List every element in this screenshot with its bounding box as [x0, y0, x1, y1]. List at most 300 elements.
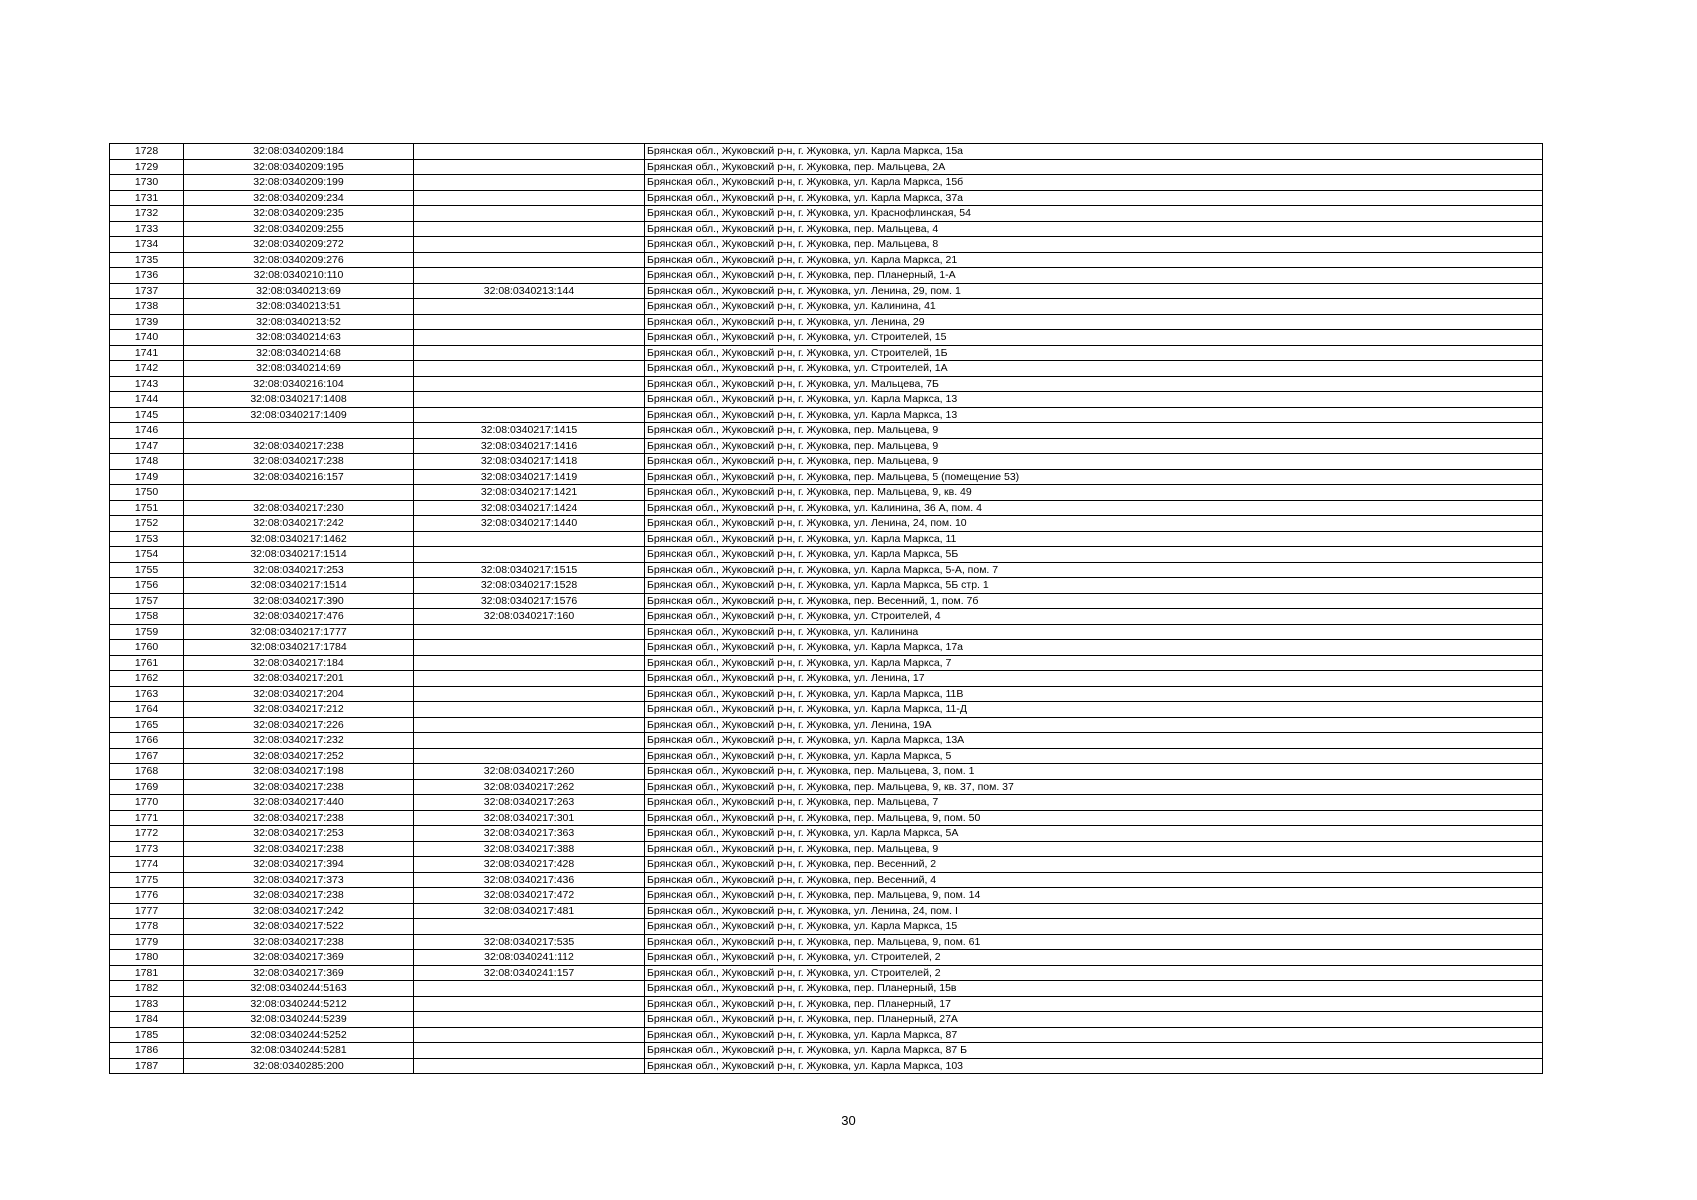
row-number-cell: 1777 [110, 903, 184, 919]
address-cell: Брянская обл., Жуковский р-н, г. Жуковка, ул. Карла Маркса, 7 [645, 655, 1543, 671]
table-row [110, 950, 1543, 966]
object-cadastral-number-cell [414, 717, 645, 733]
cadastral-number-cell: 32:08:0340244:5239 [184, 1012, 414, 1028]
address-cell: Брянская обл., Жуковский р-н, г. Жуковка, ул. Ленина, 17 [645, 671, 1543, 687]
address-cell: Брянская обл., Жуковский р-н, г. Жуковка, ул. Карла Маркса, 15а [645, 144, 1543, 160]
row-number-cell: 1757 [110, 593, 184, 609]
address-cell: Брянская обл., Жуковский р-н, г. Жуковка, пер. Мальцева, 2А [645, 159, 1543, 175]
row-number-cell: 1750 [110, 485, 184, 501]
row-number-cell: 1728 [110, 144, 184, 160]
row-number-cell: 1733 [110, 221, 184, 237]
cadastral-number-cell: 32:08:0340213:69 [184, 283, 414, 299]
row-number-cell: 1738 [110, 299, 184, 315]
address-cell: Брянская обл., Жуковский р-н, г. Жуковка, пер. Мальцева, 9 [645, 454, 1543, 470]
cadastral-number-cell: 32:08:0340217:253 [184, 562, 414, 578]
row-number-cell: 1732 [110, 206, 184, 222]
table-row [110, 562, 1543, 578]
address-cell: Брянская обл., Жуковский р-н, г. Жуковка, ул. Карла Маркса, 103 [645, 1058, 1543, 1074]
object-cadastral-number-cell [414, 345, 645, 361]
object-cadastral-number-cell [414, 190, 645, 206]
table-row [110, 237, 1543, 253]
row-number-cell: 1737 [110, 283, 184, 299]
cadastral-number-cell: 32:08:0340285:200 [184, 1058, 414, 1074]
row-number-cell: 1776 [110, 888, 184, 904]
cadastral-number-cell: 32:08:0340213:51 [184, 299, 414, 315]
object-cadastral-number-cell [414, 268, 645, 284]
address-cell: Брянская обл., Жуковский р-н, г. Жуковка, ул. Карла Маркса, 5Б [645, 547, 1543, 563]
address-cell: Брянская обл., Жуковский р-н, г. Жуковка, ул. Ленина, 29, пом. 1 [645, 283, 1543, 299]
table-row [110, 609, 1543, 625]
table-row [110, 640, 1543, 656]
row-number-cell: 1761 [110, 655, 184, 671]
address-cell: Брянская обл., Жуковский р-н, г. Жуковка, ул. Ленина, 24, пом. I [645, 903, 1543, 919]
object-cadastral-number-cell [414, 407, 645, 423]
cadastral-number-cell: 32:08:0340217:238 [184, 454, 414, 470]
table-row [110, 500, 1543, 516]
cadastral-number-cell: 32:08:0340217:1409 [184, 407, 414, 423]
address-cell: Брянская обл., Жуковский р-н, г. Жуковка, ул. Строителей, 1Б [645, 345, 1543, 361]
cadastral-number-cell: 32:08:0340217:1408 [184, 392, 414, 408]
row-number-cell: 1785 [110, 1027, 184, 1043]
cadastral-number-cell: 32:08:0340214:63 [184, 330, 414, 346]
cadastral-number-cell: 32:08:0340217:1777 [184, 624, 414, 640]
address-cell: Брянская обл., Жуковский р-н, г. Жуковка, пер. Планерный, 17 [645, 996, 1543, 1012]
cadastral-number-cell: 32:08:0340244:5212 [184, 996, 414, 1012]
table-row [110, 857, 1543, 873]
address-cell: Брянская обл., Жуковский р-н, г. Жуковка, ул. Карла Маркса, 13 [645, 407, 1543, 423]
cadastral-number-cell: 32:08:0340217:369 [184, 965, 414, 981]
table-row [110, 345, 1543, 361]
cadastral-number-cell: 32:08:0340214:68 [184, 345, 414, 361]
address-cell: Брянская обл., Жуковский р-н, г. Жуковка, ул. Карла Маркса, 11В [645, 686, 1543, 702]
object-cadastral-number-cell: 32:08:0340217:1528 [414, 578, 645, 594]
object-cadastral-number-cell [414, 655, 645, 671]
object-cadastral-number-cell: 32:08:0340217:1416 [414, 438, 645, 454]
object-cadastral-number-cell [414, 221, 645, 237]
table-row [110, 764, 1543, 780]
address-cell: Брянская обл., Жуковский р-н, г. Жуковка, ул. Строителей, 4 [645, 609, 1543, 625]
object-cadastral-number-cell [414, 1012, 645, 1028]
object-cadastral-number-cell [414, 996, 645, 1012]
table-row [110, 1043, 1543, 1059]
table-row [110, 283, 1543, 299]
address-cell: Брянская обл., Жуковский р-н, г. Жуковка, пер. Мальцева, 9, пом. 14 [645, 888, 1543, 904]
table-row [110, 252, 1543, 268]
cadastral-number-cell: 32:08:0340209:199 [184, 175, 414, 191]
address-cell: Брянская обл., Жуковский р-н, г. Жуковка, пер. Мальцева, 8 [645, 237, 1543, 253]
table-row [110, 221, 1543, 237]
cadastral-number-cell: 32:08:0340217:238 [184, 810, 414, 826]
row-number-cell: 1787 [110, 1058, 184, 1074]
table-row [110, 361, 1543, 377]
cadastral-number-cell: 32:08:0340217:394 [184, 857, 414, 873]
row-number-cell: 1775 [110, 872, 184, 888]
table-row [110, 469, 1543, 485]
table-row [110, 407, 1543, 423]
address-cell: Брянская обл., Жуковский р-н, г. Жуковка, ул. Ленина, 19А [645, 717, 1543, 733]
table-row [110, 1012, 1543, 1028]
page-number: 30 [841, 1113, 856, 1128]
cadastral-number-cell: 32:08:0340217:212 [184, 702, 414, 718]
object-cadastral-number-cell [414, 252, 645, 268]
object-cadastral-number-cell: 32:08:0340217:436 [414, 872, 645, 888]
row-number-cell: 1762 [110, 671, 184, 687]
address-cell: Брянская обл., Жуковский р-н, г. Жуковка, пер. Мальцева, 9 [645, 438, 1543, 454]
row-number-cell: 1784 [110, 1012, 184, 1028]
object-cadastral-number-cell: 32:08:0340217:260 [414, 764, 645, 780]
object-cadastral-number-cell [414, 159, 645, 175]
address-cell: Брянская обл., Жуковский р-н, г. Жуковка, ул. Карла Маркса, 21 [645, 252, 1543, 268]
row-number-cell: 1786 [110, 1043, 184, 1059]
cadastral-number-cell: 32:08:0340217:252 [184, 748, 414, 764]
cadastral-number-cell: 32:08:0340210:110 [184, 268, 414, 284]
address-cell: Брянская обл., Жуковский р-н, г. Жуковка, ул. Калинина, 41 [645, 299, 1543, 315]
cadastral-number-cell: 32:08:0340217:253 [184, 826, 414, 842]
table-row [110, 981, 1543, 997]
object-cadastral-number-cell [414, 702, 645, 718]
row-number-cell: 1746 [110, 423, 184, 439]
table-row [110, 376, 1543, 392]
object-cadastral-number-cell [414, 237, 645, 253]
row-number-cell: 1731 [110, 190, 184, 206]
object-cadastral-number-cell [414, 144, 645, 160]
object-cadastral-number-cell [414, 206, 645, 222]
cadastral-number-cell: 32:08:0340209:195 [184, 159, 414, 175]
table-row [110, 485, 1543, 501]
row-number-cell: 1771 [110, 810, 184, 826]
row-number-cell: 1783 [110, 996, 184, 1012]
object-cadastral-number-cell [414, 748, 645, 764]
address-cell: Брянская обл., Жуковский р-н, г. Жуковка, ул. Строителей, 1А [645, 361, 1543, 377]
address-cell: Брянская обл., Жуковский р-н, г. Жуковка, пер. Мальцева, 3, пом. 1 [645, 764, 1543, 780]
address-cell: Брянская обл., Жуковский р-н, г. Жуковка, ул. Карла Маркса, 13А [645, 733, 1543, 749]
object-cadastral-number-cell: 32:08:0340217:1576 [414, 593, 645, 609]
cadastral-number-cell: 32:08:0340217:204 [184, 686, 414, 702]
cadastral-number-cell: 32:08:0340213:52 [184, 314, 414, 330]
table-row [110, 888, 1543, 904]
address-cell: Брянская обл., Жуковский р-н, г. Жуковка, ул. Карла Маркса, 15б [645, 175, 1543, 191]
row-number-cell: 1774 [110, 857, 184, 873]
object-cadastral-number-cell [414, 919, 645, 935]
table-row [110, 144, 1543, 160]
object-cadastral-number-cell: 32:08:0340217:301 [414, 810, 645, 826]
table-row [110, 330, 1543, 346]
row-number-cell: 1779 [110, 934, 184, 950]
cadastral-number-cell: 32:08:0340209:235 [184, 206, 414, 222]
object-cadastral-number-cell [414, 547, 645, 563]
address-cell: Брянская обл., Жуковский р-н, г. Жуковка, ул. Ленина, 29 [645, 314, 1543, 330]
address-cell: Брянская обл., Жуковский р-н, г. Жуковка, ул. Карла Маркса, 17а [645, 640, 1543, 656]
address-cell: Брянская обл., Жуковский р-н, г. Жуковка, ул. Строителей, 2 [645, 965, 1543, 981]
cadastral-number-cell: 32:08:0340217:184 [184, 655, 414, 671]
table-row [110, 268, 1543, 284]
object-cadastral-number-cell: 32:08:0340213:144 [414, 283, 645, 299]
object-cadastral-number-cell: 32:08:0340217:1515 [414, 562, 645, 578]
cadastral-number-cell: 32:08:0340217:238 [184, 934, 414, 950]
object-cadastral-number-cell: 32:08:0340217:428 [414, 857, 645, 873]
object-cadastral-number-cell: 32:08:0340217:388 [414, 841, 645, 857]
table-row [110, 934, 1543, 950]
table-row [110, 190, 1543, 206]
row-number-cell: 1736 [110, 268, 184, 284]
row-number-cell: 1781 [110, 965, 184, 981]
cadastral-number-cell: 32:08:0340244:5252 [184, 1027, 414, 1043]
row-number-cell: 1753 [110, 531, 184, 547]
table-row [110, 810, 1543, 826]
row-number-cell: 1782 [110, 981, 184, 997]
table-row [110, 872, 1543, 888]
row-number-cell: 1769 [110, 779, 184, 795]
table-row [110, 1027, 1543, 1043]
table-row [110, 702, 1543, 718]
address-cell: Брянская обл., Жуковский р-н, г. Жуковка, ул. Карла Маркса, 11-Д [645, 702, 1543, 718]
cadastral-number-cell: 32:08:0340244:5281 [184, 1043, 414, 1059]
address-cell: Брянская обл., Жуковский р-н, г. Жуковка, ул. Карла Маркса, 5Б стр. 1 [645, 578, 1543, 594]
row-number-cell: 1743 [110, 376, 184, 392]
table-row [110, 841, 1543, 857]
address-cell: Брянская обл., Жуковский р-н, г. Жуковка, пер. Мальцева, 9, кв. 49 [645, 485, 1543, 501]
object-cadastral-number-cell [414, 392, 645, 408]
address-cell: Брянская обл., Жуковский р-н, г. Жуковка, ул. Калинина, 36 А, пом. 4 [645, 500, 1543, 516]
cadastral-number-cell: 32:08:0340217:238 [184, 779, 414, 795]
object-cadastral-number-cell: 32:08:0340217:535 [414, 934, 645, 950]
address-cell: Брянская обл., Жуковский р-н, г. Жуковка, пер. Мальцева, 9, пом. 61 [645, 934, 1543, 950]
cadastral-number-cell: 32:08:0340217:373 [184, 872, 414, 888]
object-cadastral-number-cell [414, 733, 645, 749]
row-number-cell: 1764 [110, 702, 184, 718]
row-number-cell: 1773 [110, 841, 184, 857]
address-cell: Брянская обл., Жуковский р-н, г. Жуковка, пер. Планерный, 15в [645, 981, 1543, 997]
row-number-cell: 1780 [110, 950, 184, 966]
row-number-cell: 1758 [110, 609, 184, 625]
row-number-cell: 1766 [110, 733, 184, 749]
cadastral-number-cell: 32:08:0340217:226 [184, 717, 414, 733]
table-row [110, 159, 1543, 175]
table-row [110, 795, 1543, 811]
cadastral-number-cell: 32:08:0340217:440 [184, 795, 414, 811]
table-row [110, 1058, 1543, 1074]
object-cadastral-number-cell: 32:08:0340217:481 [414, 903, 645, 919]
row-number-cell: 1755 [110, 562, 184, 578]
address-cell: Брянская обл., Жуковский р-н, г. Жуковка, ул. Карла Маркса, 15 [645, 919, 1543, 935]
table-row [110, 733, 1543, 749]
address-cell: Брянская обл., Жуковский р-н, г. Жуковка, ул. Мальцева, 7Б [645, 376, 1543, 392]
address-cell: Брянская обл., Жуковский р-н, г. Жуковка, ул. Карла Маркса, 5 [645, 748, 1543, 764]
cadastral-number-cell: 32:08:0340217:1514 [184, 578, 414, 594]
object-cadastral-number-cell [414, 531, 645, 547]
address-cell: Брянская обл., Жуковский р-н, г. Жуковка, ул. Строителей, 2 [645, 950, 1543, 966]
row-number-cell: 1763 [110, 686, 184, 702]
table-row [110, 624, 1543, 640]
object-cadastral-number-cell [414, 175, 645, 191]
cadastral-number-cell: 32:08:0340217:390 [184, 593, 414, 609]
address-cell: Брянская обл., Жуковский р-н, г. Жуковка, ул. Карла Маркса, 87 [645, 1027, 1543, 1043]
row-number-cell: 1759 [110, 624, 184, 640]
object-cadastral-number-cell [414, 330, 645, 346]
row-number-cell: 1742 [110, 361, 184, 377]
cadastral-number-cell: 32:08:0340217:238 [184, 888, 414, 904]
address-cell: Брянская обл., Жуковский р-н, г. Жуковка, пер. Мальцева, 9 [645, 841, 1543, 857]
cadastral-number-cell: 32:08:0340217:522 [184, 919, 414, 935]
object-cadastral-number-cell: 32:08:0340217:1419 [414, 469, 645, 485]
table-row [110, 547, 1543, 563]
table-row [110, 423, 1543, 439]
address-cell: Брянская обл., Жуковский р-н, г. Жуковка, ул. Карла Маркса, 5-А, пом. 7 [645, 562, 1543, 578]
address-cell: Брянская обл., Жуковский р-н, г. Жуковка, пер. Мальцева, 7 [645, 795, 1543, 811]
table-row [110, 996, 1543, 1012]
row-number-cell: 1741 [110, 345, 184, 361]
cadastral-number-cell: 32:08:0340217:230 [184, 500, 414, 516]
address-cell: Брянская обл., Жуковский р-н, г. Жуковка, ул. Карла Маркса, 87 Б [645, 1043, 1543, 1059]
cadastral-number-cell: 32:08:0340244:5163 [184, 981, 414, 997]
cadastral-number-cell: 32:08:0340214:69 [184, 361, 414, 377]
cadastral-number-cell: 32:08:0340209:184 [184, 144, 414, 160]
object-cadastral-number-cell [414, 314, 645, 330]
row-number-cell: 1739 [110, 314, 184, 330]
row-number-cell: 1767 [110, 748, 184, 764]
table-row [110, 826, 1543, 842]
cadastral-number-cell: 32:08:0340217:369 [184, 950, 414, 966]
object-cadastral-number-cell: 32:08:0340217:1415 [414, 423, 645, 439]
object-cadastral-number-cell: 32:08:0340217:263 [414, 795, 645, 811]
object-cadastral-number-cell: 32:08:0340217:1424 [414, 500, 645, 516]
registry-table-body [110, 144, 1543, 1074]
row-number-cell: 1772 [110, 826, 184, 842]
row-number-cell: 1752 [110, 516, 184, 532]
object-cadastral-number-cell [414, 981, 645, 997]
table-row [110, 314, 1543, 330]
row-number-cell: 1740 [110, 330, 184, 346]
address-cell: Брянская обл., Жуковский р-н, г. Жуковка, пер. Планерный, 1-А [645, 268, 1543, 284]
cadastral-number-cell: 32:08:0340216:104 [184, 376, 414, 392]
address-cell: Брянская обл., Жуковский р-н, г. Жуковка, пер. Мальцева, 9 [645, 423, 1543, 439]
row-number-cell: 1760 [110, 640, 184, 656]
cadastral-number-cell: 32:08:0340209:234 [184, 190, 414, 206]
address-cell: Брянская обл., Жуковский р-н, г. Жуковка, пер. Весенний, 2 [645, 857, 1543, 873]
address-cell: Брянская обл., Жуковский р-н, г. Жуковка, ул. Калинина [645, 624, 1543, 640]
table-row [110, 593, 1543, 609]
row-number-cell: 1730 [110, 175, 184, 191]
row-number-cell: 1735 [110, 252, 184, 268]
row-number-cell: 1778 [110, 919, 184, 935]
cadastral-number-cell: 32:08:0340217:476 [184, 609, 414, 625]
object-cadastral-number-cell [414, 640, 645, 656]
address-cell: Брянская обл., Жуковский р-н, г. Жуковка, пер. Весенний, 1, пом. 7б [645, 593, 1543, 609]
table-row [110, 671, 1543, 687]
cadastral-number-cell: 32:08:0340209:276 [184, 252, 414, 268]
object-cadastral-number-cell: 32:08:0340217:1418 [414, 454, 645, 470]
cadastral-number-cell: 32:08:0340217:242 [184, 903, 414, 919]
object-cadastral-number-cell [414, 1027, 645, 1043]
table-row [110, 454, 1543, 470]
address-cell: Брянская обл., Жуковский р-н, г. Жуковка, пер. Мальцева, 4 [645, 221, 1543, 237]
table-row [110, 531, 1543, 547]
table-row [110, 686, 1543, 702]
address-cell: Брянская обл., Жуковский р-н, г. Жуковка, ул. Карла Маркса, 11 [645, 531, 1543, 547]
object-cadastral-number-cell [414, 686, 645, 702]
row-number-cell: 1734 [110, 237, 184, 253]
address-cell: Брянская обл., Жуковский р-н, г. Жуковка, ул. Краснофлинская, 54 [645, 206, 1543, 222]
cadastral-number-cell: 32:08:0340209:255 [184, 221, 414, 237]
object-cadastral-number-cell: 32:08:0340217:1440 [414, 516, 645, 532]
object-cadastral-number-cell [414, 624, 645, 640]
table-row [110, 903, 1543, 919]
cadastral-number-cell: 32:08:0340217:238 [184, 841, 414, 857]
object-cadastral-number-cell: 32:08:0340217:1421 [414, 485, 645, 501]
table-row [110, 717, 1543, 733]
row-number-cell: 1745 [110, 407, 184, 423]
object-cadastral-number-cell [414, 1043, 645, 1059]
cadastral-number-cell: 32:08:0340217:232 [184, 733, 414, 749]
table-row [110, 965, 1543, 981]
row-number-cell: 1765 [110, 717, 184, 733]
table-row [110, 578, 1543, 594]
row-number-cell: 1749 [110, 469, 184, 485]
object-cadastral-number-cell [414, 671, 645, 687]
address-cell: Брянская обл., Жуковский р-н, г. Жуковка, пер. Мальцева, 9, кв. 37, пом. 37 [645, 779, 1543, 795]
object-cadastral-number-cell [414, 1058, 645, 1074]
object-cadastral-number-cell [414, 299, 645, 315]
object-cadastral-number-cell: 32:08:0340217:262 [414, 779, 645, 795]
object-cadastral-number-cell: 32:08:0340217:363 [414, 826, 645, 842]
table-row [110, 748, 1543, 764]
row-number-cell: 1744 [110, 392, 184, 408]
cadastral-number-cell [184, 485, 414, 501]
table-row [110, 299, 1543, 315]
row-number-cell: 1770 [110, 795, 184, 811]
row-number-cell: 1754 [110, 547, 184, 563]
cadastral-number-cell: 32:08:0340217:1514 [184, 547, 414, 563]
cadastral-number-cell: 32:08:0340217:201 [184, 671, 414, 687]
object-cadastral-number-cell: 32:08:0340217:472 [414, 888, 645, 904]
address-cell: Брянская обл., Жуковский р-н, г. Жуковка, ул. Строителей, 15 [645, 330, 1543, 346]
object-cadastral-number-cell: 32:08:0340241:157 [414, 965, 645, 981]
address-cell: Брянская обл., Жуковский р-н, г. Жуковка, ул. Ленина, 24, пом. 10 [645, 516, 1543, 532]
table-row [110, 392, 1543, 408]
table-row [110, 919, 1543, 935]
address-cell: Брянская обл., Жуковский р-н, г. Жуковка, пер. Весенний, 4 [645, 872, 1543, 888]
cadastral-number-cell: 32:08:0340217:1784 [184, 640, 414, 656]
address-cell: Брянская обл., Жуковский р-н, г. Жуковка, ул. Карла Маркса, 37а [645, 190, 1543, 206]
row-number-cell: 1756 [110, 578, 184, 594]
cadastral-number-cell: 32:08:0340217:198 [184, 764, 414, 780]
cadastral-number-cell [184, 423, 414, 439]
address-cell: Брянская обл., Жуковский р-н, г. Жуковка, пер. Планерный, 27А [645, 1012, 1543, 1028]
object-cadastral-number-cell: 32:08:0340217:160 [414, 609, 645, 625]
table-row [110, 206, 1543, 222]
address-cell: Брянская обл., Жуковский р-н, г. Жуковка, ул. Карла Маркса, 5А [645, 826, 1543, 842]
table-row [110, 655, 1543, 671]
registry-table [109, 143, 1543, 1074]
row-number-cell: 1751 [110, 500, 184, 516]
cadastral-number-cell: 32:08:0340217:242 [184, 516, 414, 532]
cadastral-number-cell: 32:08:0340216:157 [184, 469, 414, 485]
row-number-cell: 1729 [110, 159, 184, 175]
table-row [110, 175, 1543, 191]
cadastral-number-cell: 32:08:0340217:1462 [184, 531, 414, 547]
address-cell: Брянская обл., Жуковский р-н, г. Жуковка, ул. Карла Маркса, 13 [645, 392, 1543, 408]
address-cell: Брянская обл., Жуковский р-н, г. Жуковка, пер. Мальцева, 9, пом. 50 [645, 810, 1543, 826]
table-row [110, 516, 1543, 532]
table-row [110, 779, 1543, 795]
row-number-cell: 1768 [110, 764, 184, 780]
row-number-cell: 1748 [110, 454, 184, 470]
object-cadastral-number-cell: 32:08:0340241:112 [414, 950, 645, 966]
row-number-cell: 1747 [110, 438, 184, 454]
table-row [110, 438, 1543, 454]
object-cadastral-number-cell [414, 361, 645, 377]
cadastral-number-cell: 32:08:0340209:272 [184, 237, 414, 253]
